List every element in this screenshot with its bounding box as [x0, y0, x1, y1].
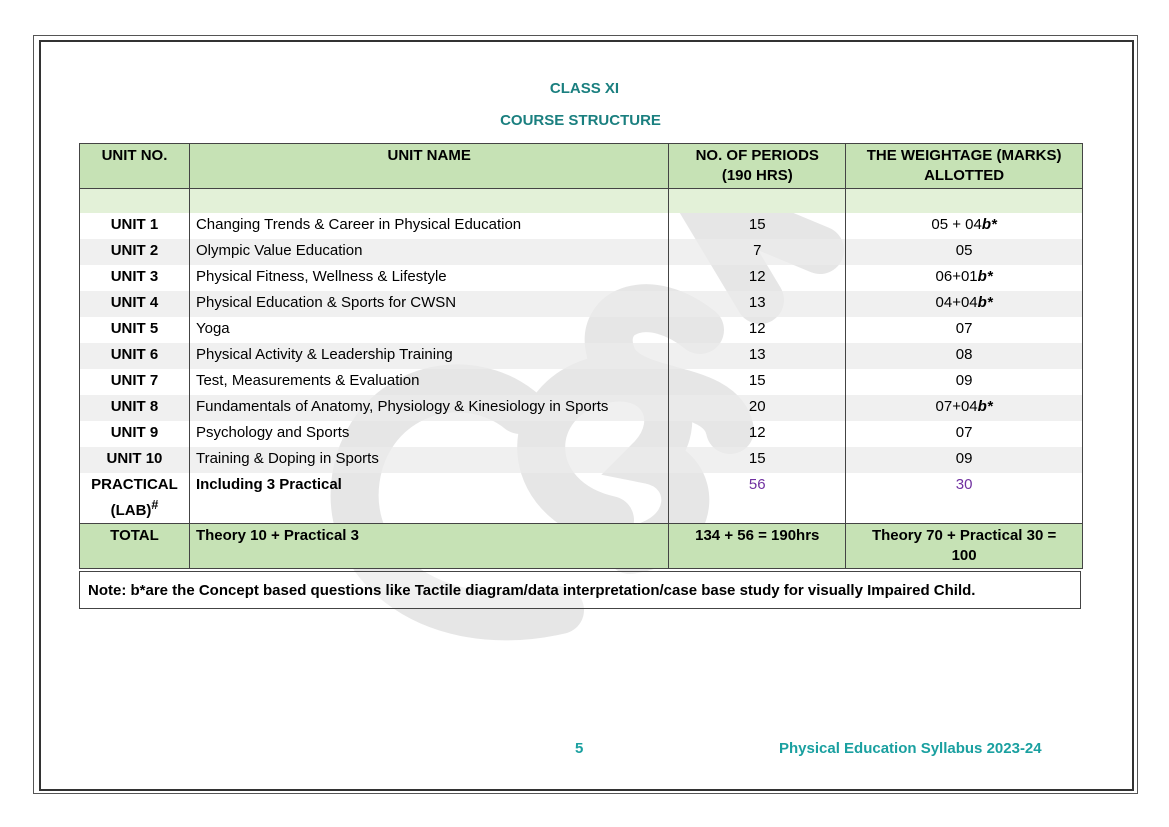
unit-name-cell: Changing Trends & Career in Physical Education [189, 213, 668, 239]
unit-name-cell: Physical Education & Sports for CWSN [189, 291, 668, 317]
unit-no-cell: UNIT 2 [80, 239, 190, 265]
unit-no-cell: UNIT 8 [80, 395, 190, 421]
page-number: 5 [575, 740, 584, 757]
header-periods: NO. OF PERIODS (190 HRS) [669, 144, 846, 189]
periods-cell: 13 [669, 291, 846, 317]
practical-name-cell: Including 3 Practical [189, 473, 668, 524]
table-row [80, 369, 1083, 395]
marks-cell: 07 [846, 421, 1083, 447]
total-periods-cell: 134 + 56 = 190hrs [669, 524, 846, 569]
unit-name-cell: Yoga [189, 317, 668, 343]
unit-name-cell: Psychology and Sports [189, 421, 668, 447]
unit-no-cell: UNIT 10 [80, 447, 190, 473]
marks-cell: 05 + 04b* [846, 213, 1083, 239]
practical-unit-cell: PRACTICAL (LAB)# [80, 473, 190, 524]
footer-title: Physical Education Syllabus 2023-24 [779, 740, 1042, 757]
total-name-cell: Theory 10 + Practical 3 [189, 524, 668, 569]
periods-cell: 15 [669, 213, 846, 239]
table-row [80, 265, 1083, 291]
marks-cell: 06+01b* [846, 265, 1083, 291]
unit-name-cell: Olympic Value Education [189, 239, 668, 265]
total-row [80, 524, 1083, 569]
table-row [80, 291, 1083, 317]
periods-cell: 20 [669, 395, 846, 421]
periods-cell: 12 [669, 421, 846, 447]
marks-cell: 04+04b* [846, 291, 1083, 317]
practical-marks-cell: 30 [846, 473, 1083, 524]
marks-cell: 07 [846, 317, 1083, 343]
table-row [80, 213, 1083, 239]
header-weightage: THE WEIGHTAGE (MARKS) ALLOTTED [846, 144, 1083, 189]
unit-no-cell: UNIT 5 [80, 317, 190, 343]
course-structure-table [79, 143, 1083, 569]
marks-cell: 09 [846, 447, 1083, 473]
unit-no-cell: UNIT 3 [80, 265, 190, 291]
table-row [80, 421, 1083, 447]
unit-name-cell: Test, Measurements & Evaluation [189, 369, 668, 395]
practical-periods-cell: 56 [669, 473, 846, 524]
spacer-row [80, 189, 1083, 214]
periods-cell: 12 [669, 265, 846, 291]
marks-cell: 09 [846, 369, 1083, 395]
table-row [80, 343, 1083, 369]
unit-name-cell: Physical Fitness, Wellness & Lifestyle [189, 265, 668, 291]
unit-name-cell: Physical Activity & Leadership Training [189, 343, 668, 369]
marks-cell: 07+04b* [846, 395, 1083, 421]
course-structure-heading: COURSE STRUCTURE [500, 112, 661, 129]
unit-name-cell: Fundamentals of Anatomy, Physiology & Kinesiology in Sports [189, 395, 668, 421]
unit-no-cell: UNIT 6 [80, 343, 190, 369]
unit-name-cell: Training & Doping in Sports [189, 447, 668, 473]
table-row [80, 447, 1083, 473]
periods-cell: 12 [669, 317, 846, 343]
table-header-row [80, 144, 1083, 189]
periods-cell: 15 [669, 369, 846, 395]
unit-no-cell: UNIT 1 [80, 213, 190, 239]
total-label-cell: TOTAL [80, 524, 190, 569]
unit-no-cell: UNIT 4 [80, 291, 190, 317]
practical-row [80, 473, 1083, 524]
periods-cell: 15 [669, 447, 846, 473]
table-row [80, 395, 1083, 421]
marks-cell: 05 [846, 239, 1083, 265]
periods-cell: 13 [669, 343, 846, 369]
unit-no-cell: UNIT 9 [80, 421, 190, 447]
class-heading: CLASS XI [549, 80, 620, 97]
marks-cell: 08 [846, 343, 1083, 369]
header-unit-no: UNIT NO. [80, 144, 190, 189]
periods-cell: 7 [669, 239, 846, 265]
table-row [80, 317, 1083, 343]
total-marks-cell: Theory 70 + Practical 30 = 100 [846, 524, 1083, 569]
table-row [80, 239, 1083, 265]
header-unit-name: UNIT NAME [189, 144, 668, 189]
note-box: Note: b*are the Concept based questions like Tactile diagram/data interpretation/case base study for visually Impaired Child. [79, 571, 1081, 609]
unit-no-cell: UNIT 7 [80, 369, 190, 395]
